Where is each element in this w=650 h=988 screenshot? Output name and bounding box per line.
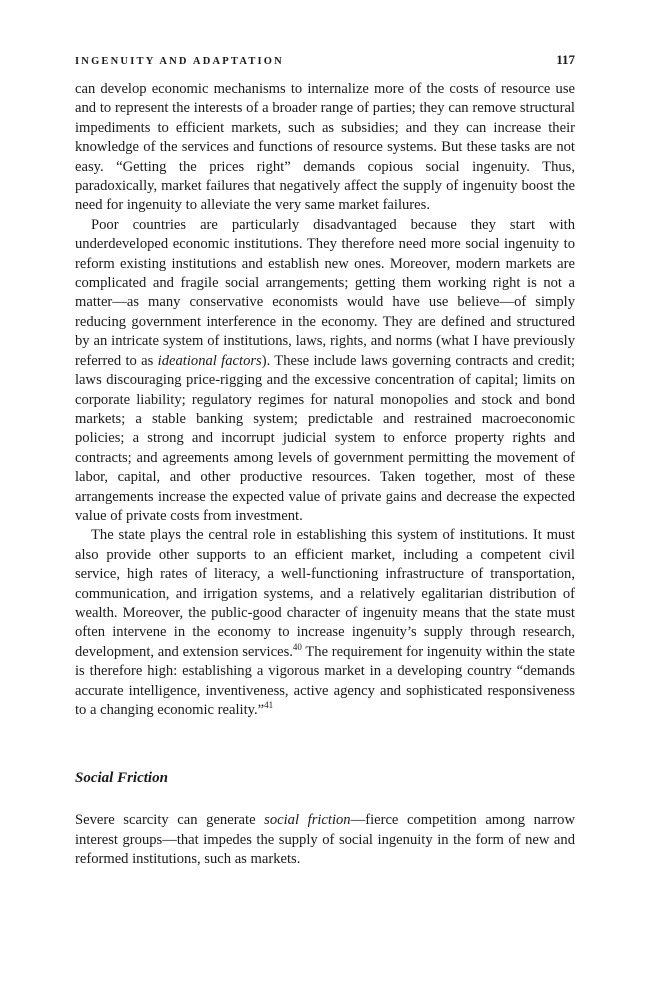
running-title: INGENUITY AND ADAPTATION: [75, 56, 284, 67]
book-page: [75, 52, 575, 870]
paragraph-1: can develop economic mechanisms to internalize more of the costs of resource use and to represent the interests of a broader range of parties; they can remove structural impediments to efficient markets, such as subsidies; and they can increase their knowledge of the services and functions of resource systems. But these tasks are not easy. “Getting the prices right” demands copious social ingenuity. Thus, paradoxically, market failures that negatively affect the supply of ingenuity boost the need for ingenuity to alleviate the very same market failures.: [75, 81, 575, 214]
footnote-ref-40: 40: [292, 641, 302, 652]
running-head: [75, 52, 575, 74]
section-paragraph-text-b: —fierce competition among narrow interest groups—that impedes the supply of social ingenuity in the form of new and reformed institutions, such as markets.: [75, 812, 575, 868]
section-paragraph-1: [75, 811, 575, 869]
footnote-ref-41: 41: [264, 700, 274, 711]
paragraph-3: [75, 526, 575, 720]
page-number: 117: [556, 52, 575, 67]
section-heading: Social Friction: [75, 770, 168, 787]
social-friction-term: social friction: [264, 812, 351, 829]
paragraph-3-text-b: The requirement for ingenuity within the state is therefore high: establishing a vigorous market in a developing country “demands accurate intelligence, inventiveness, active agency and sophisticated responsiveness to a changing economic reality.”: [75, 643, 576, 718]
paragraph-2-text-a: Poor countries are particularly disadvantaged because they start with underdeveloped economic institutions. They therefore need more social ingenuity to reform existing institutions and establish new ones. Moreover, modern markets are complicated and fragile social arrangements; getting them working right is not a matter—as many conservative economists would have use believe—of simply reducing government interference in the economy. They are defined and structured by an intricate system of institutions, laws, rights, and norms (what I have previously referred to as: [75, 216, 575, 369]
section-paragraph-text-a: Severe scarcity can generate: [75, 812, 265, 829]
paragraph-2-text-b: ). These include laws governing contracts and credit; laws discouraging price-rigging and the excessive concentration of capital; limits on corporate liability; regulatory regimes for natural monopolies and stock and bond markets; a stable banking system; predictable and restrained macroeconomic policies; a strong and incorrupt judicial system to enforce property rights and contracts; and agreements among levels of government permitting the movement of labor, capital, and other productive resources. Taken together, most of these arrangements increase the expected value of private gains and decrease the expected value of private costs from investment.: [75, 352, 575, 524]
paragraph-2: [75, 216, 575, 527]
ideational-factors-term: ideational factors: [157, 352, 262, 369]
paragraph-3-text-a: The state plays the central role in establishing this system of institutions. It must also provide other supports to an efficient market, including a competent civil service, high rates of literacy, a well-functioning infrastructure of transportation, communication, and irrigation systems, and a relatively egalitarian distribution of wealth. Moreover, the public-good character of ingenuity means that the state must often intervene in the economy to increase ingenuity’s supply through research, development, and extension services.: [75, 527, 575, 660]
